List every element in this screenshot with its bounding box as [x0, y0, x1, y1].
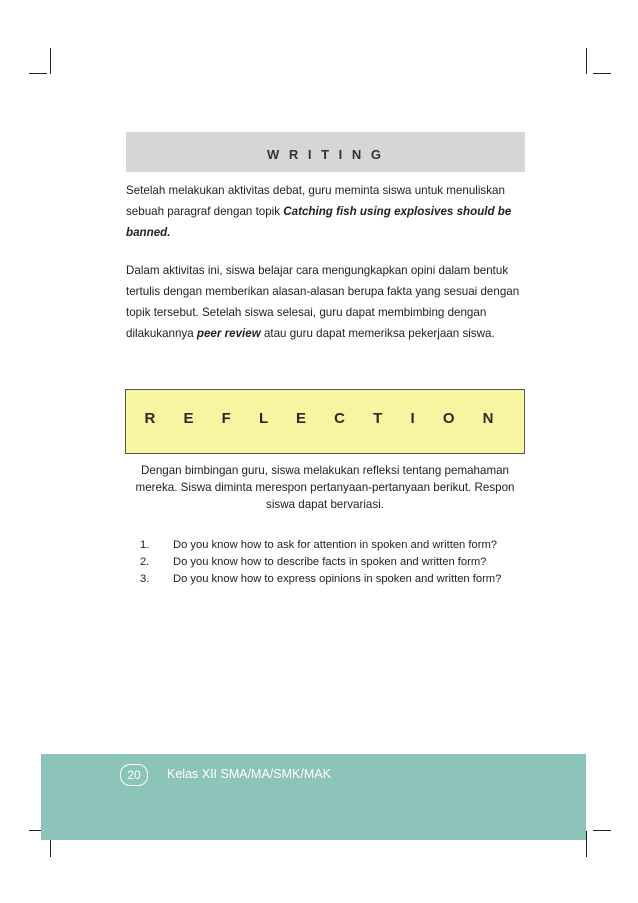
writing-topic: Catching fish using explosives should be banned. [126, 205, 512, 239]
writing-paragraph-1 [126, 180, 526, 243]
writing-paragraph-2 [126, 260, 526, 344]
crop-mark [593, 830, 611, 831]
writing-section-header [126, 132, 525, 172]
crop-mark [586, 831, 587, 857]
list-item [140, 537, 540, 554]
writing-p2-emphasis: peer review [196, 327, 261, 340]
reflection-question-list [140, 537, 540, 588]
writing-p1-text: Setelah melakukan aktivitas debat, guru meminta siswa untuk menuliskan sebuah paragraf dengan topik [126, 184, 505, 218]
question-number: 2. [140, 556, 150, 568]
crop-mark [29, 73, 47, 74]
reflection-title: R E F L E C T I O N [144, 410, 506, 427]
crop-mark [586, 48, 587, 74]
reflection-intro [120, 462, 530, 513]
question-text: Do you know how to ask for attention in spoken and written form? [173, 539, 497, 551]
reflection-intro-text: Dengan bimbingan guru, siswa melakukan refleksi tentang pemahaman mereka. Siswa diminta merespon pertanyaan-pertanyaan berikut. Respon siswa dapat bervariasi. [135, 464, 515, 511]
crop-mark [50, 48, 51, 74]
writing-p2-text-after: atau guru dapat memeriksa pekerjaan siswa. [260, 327, 495, 340]
reflection-section-header [125, 389, 525, 454]
list-item [140, 554, 540, 571]
list-item [140, 571, 540, 588]
crop-mark [593, 73, 611, 74]
question-text: Do you know how to express opinions in spoken and written form? [173, 573, 502, 585]
page-number: 20 [120, 764, 148, 786]
question-number: 3. [140, 573, 150, 585]
question-number: 1. [140, 539, 150, 551]
writing-title: W R I T I N G [267, 147, 384, 162]
question-text: Do you know how to describe facts in spoken and written form? [173, 556, 487, 568]
footer-book-title: Kelas XII SMA/MA/SMK/MAK [167, 767, 331, 781]
writing-p2-text-before: Dalam aktivitas ini, siswa belajar cara mengungkapkan opini dalam bentuk tertulis dengan memberikan alasan-alasan berupa fakta yang sesuai dengan topik tersebut. Setelah siswa selesai, guru dapat membimbing dengan dilakukannya [126, 264, 520, 340]
